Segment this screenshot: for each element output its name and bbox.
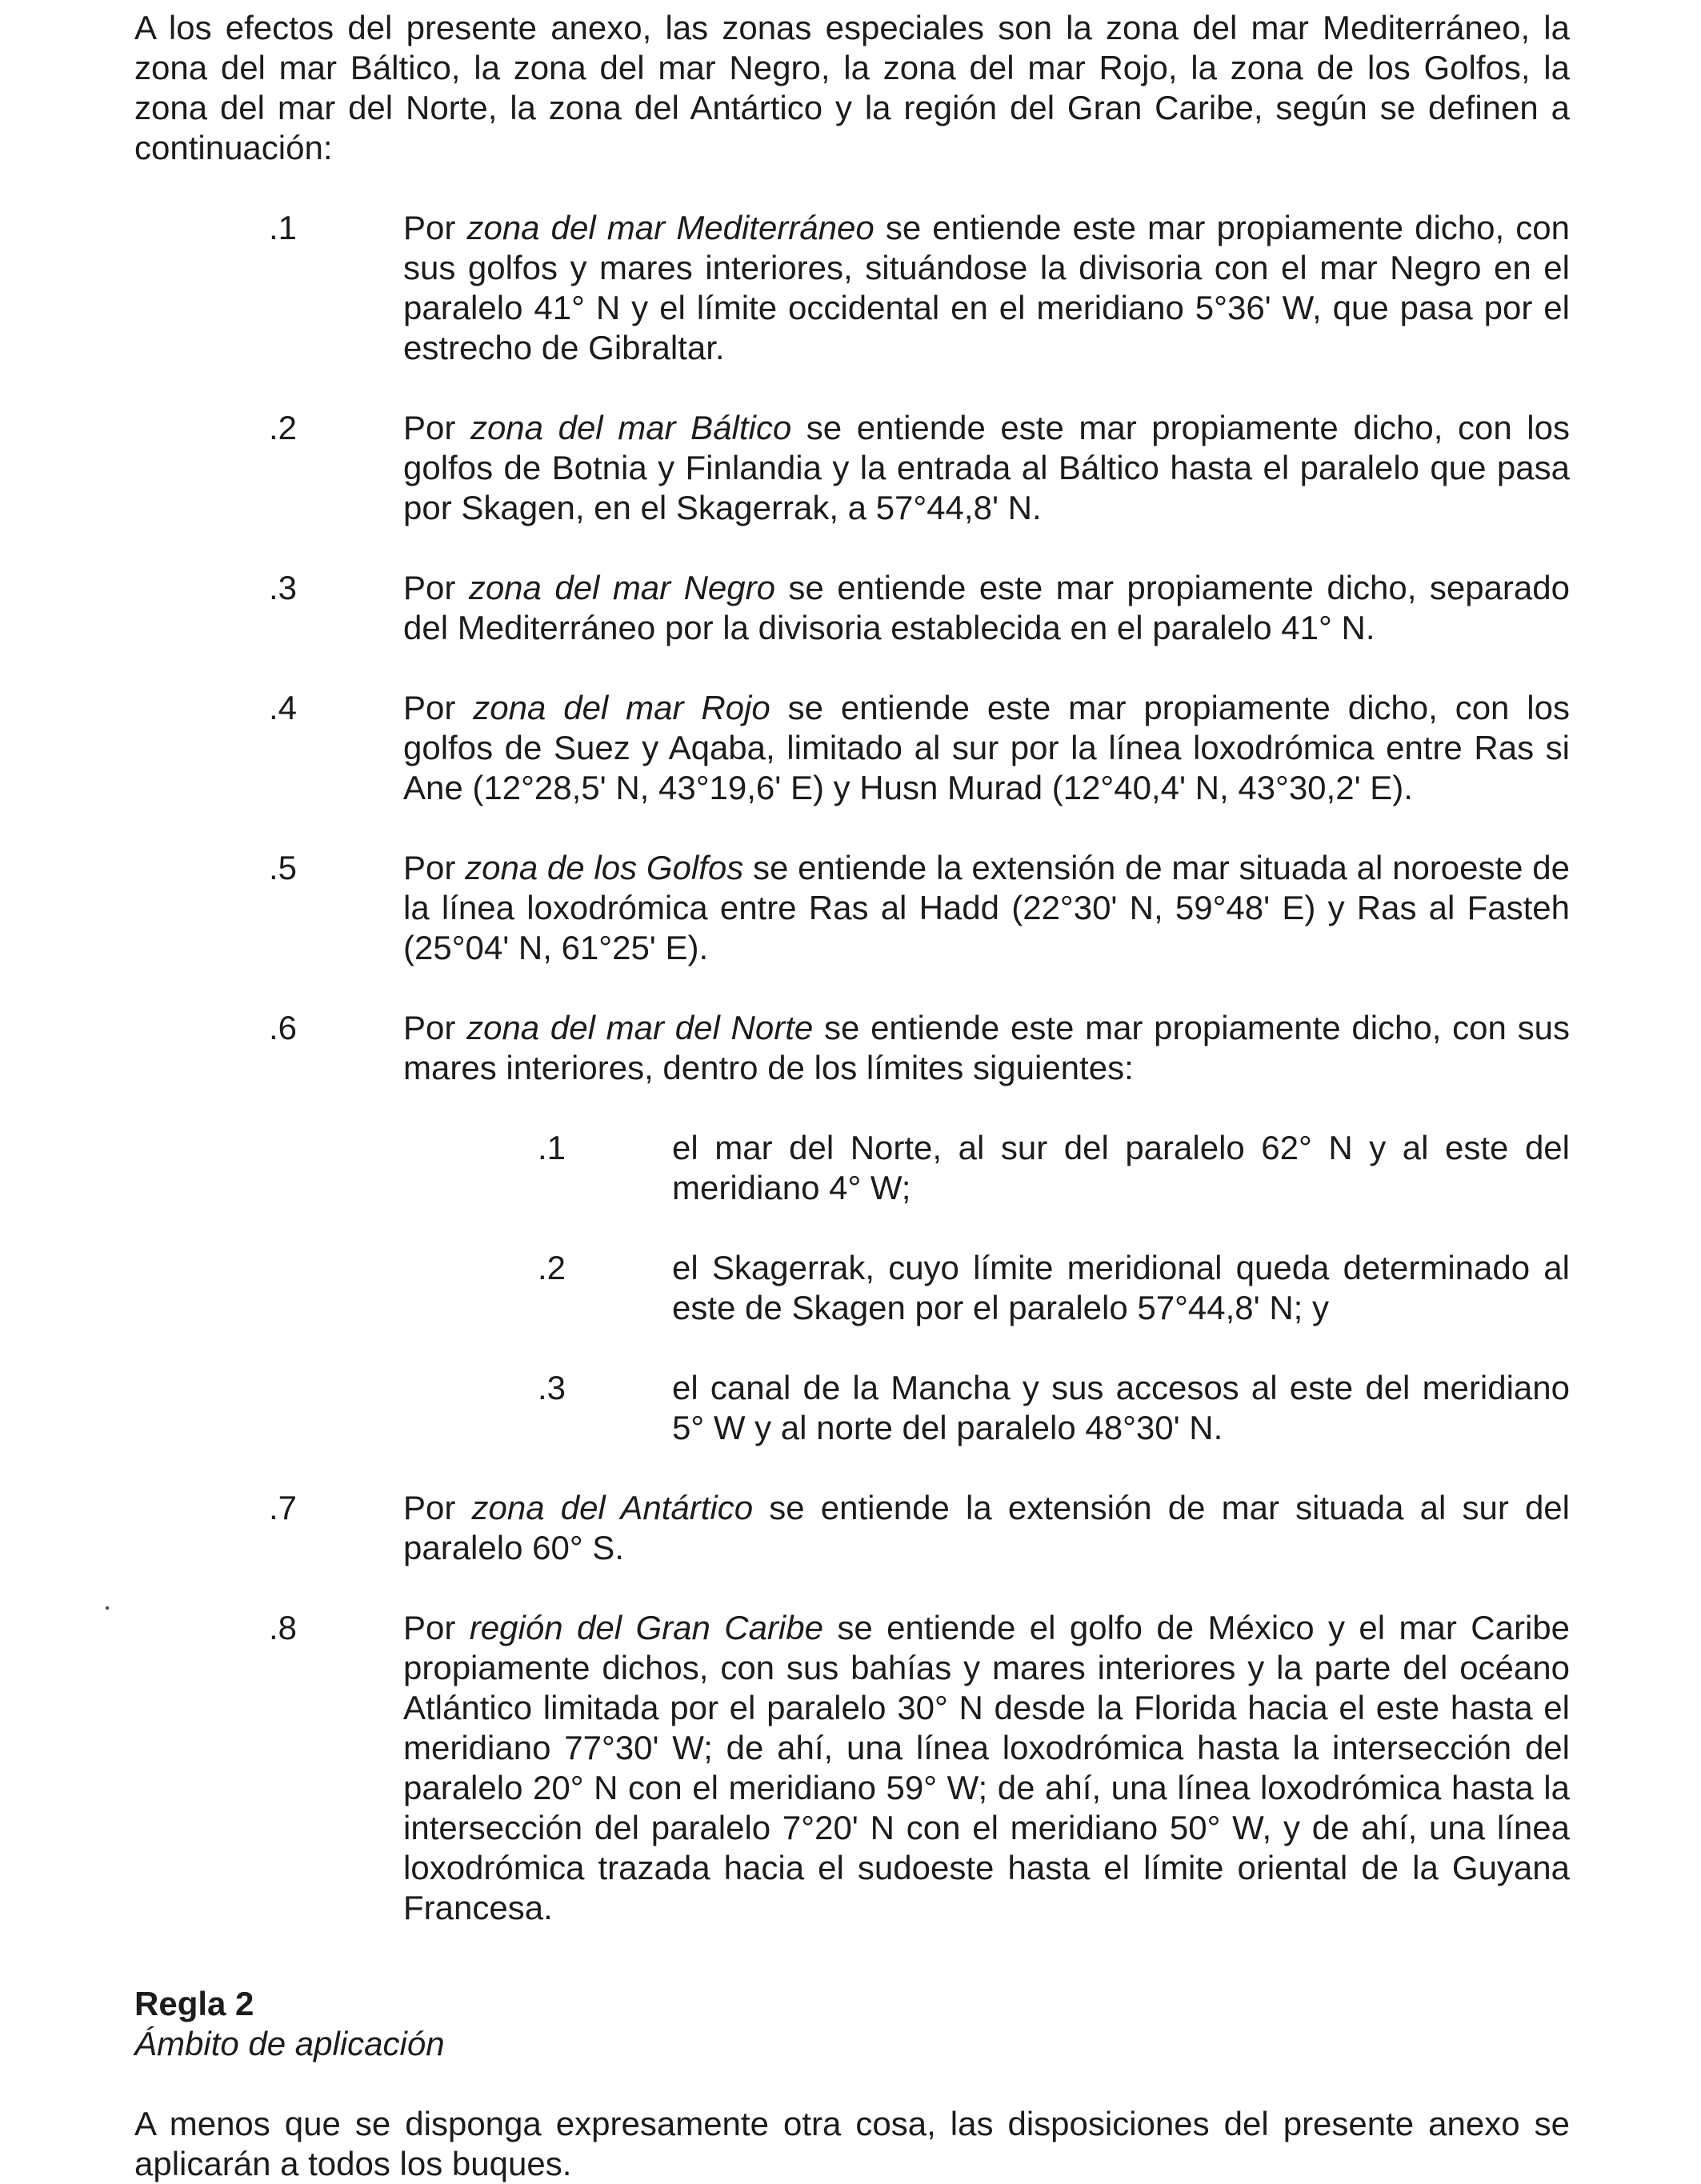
subitem-body xyxy=(672,1248,1570,1328)
list-item xyxy=(134,1008,1570,1448)
subitem-text: el Skagerrak, cuyo límite meridional queda determinado al este de Skagen por el paralelo 57°44,8' N; y xyxy=(672,1249,1570,1326)
item-body xyxy=(403,568,1570,648)
item-body xyxy=(403,1488,1570,1568)
item-body xyxy=(403,848,1570,968)
subitem-number: .3 xyxy=(538,1369,566,1406)
scan-speck xyxy=(106,1606,109,1610)
item-body xyxy=(403,408,1570,528)
rule-heading: Regla 2 xyxy=(134,1985,254,2022)
item-body xyxy=(403,208,1570,368)
item-text xyxy=(403,688,1570,808)
item-definition: se entiende este mar propiamente dicho, con sus golfos y mares interiores, situándose la divisoria con el mar Negro en el paralelo 41° N y el límite occidental en el meridiano 5°36' W, que pasa por el estrecho de Gibraltar. xyxy=(403,209,1570,366)
item-definition: se entiende este mar propiamente dicho, con los golfos de Botnia y Finlandia y la entrada al Báltico hasta el paralelo que pasa por Skagen, en el Skagerrak, a 57°44,8' N. xyxy=(403,409,1570,526)
subitem-number: .2 xyxy=(538,1249,566,1286)
item-number: .7 xyxy=(269,1489,298,1526)
subitem-body xyxy=(672,1128,1570,1208)
item-text xyxy=(403,208,1570,368)
list-item xyxy=(134,1608,1570,1928)
list-item xyxy=(134,1488,1570,1568)
item-body xyxy=(403,1008,1570,1448)
subitem-number: .1 xyxy=(538,1129,566,1166)
item-number: .5 xyxy=(269,849,298,886)
item-text xyxy=(403,568,1570,648)
sub-list-item xyxy=(403,1248,1570,1328)
item-number: .1 xyxy=(269,209,298,246)
item-body xyxy=(403,1608,1570,1928)
item-prefix: Por xyxy=(403,849,466,886)
document-page xyxy=(134,8,1570,2184)
item-body xyxy=(403,688,1570,808)
item-term: zona de los Golfos xyxy=(465,849,744,886)
item-text xyxy=(403,848,1570,968)
item-number: .3 xyxy=(269,569,298,606)
item-term: zona del mar Mediterráneo xyxy=(466,209,875,246)
item-prefix: Por xyxy=(403,569,469,606)
rule-subtitle: Ámbito de aplicación xyxy=(134,2025,445,2062)
list-item xyxy=(134,688,1570,808)
item-prefix: Por xyxy=(403,1009,467,1046)
list-item xyxy=(134,568,1570,648)
item-prefix: Por xyxy=(403,209,467,246)
list-item xyxy=(134,208,1570,368)
list-item xyxy=(134,848,1570,968)
item-number: .2 xyxy=(269,409,298,446)
item-prefix: Por xyxy=(403,409,470,446)
item-text xyxy=(403,408,1570,528)
item-term: zona del mar Báltico xyxy=(470,409,792,446)
item-term: región del Gran Caribe xyxy=(469,1609,823,1646)
item-term: zona del mar Rojo xyxy=(473,689,770,726)
item-number: .4 xyxy=(269,689,298,726)
item-text xyxy=(403,1608,1570,1928)
subitem-text: el canal de la Mancha y sus accesos al este del meridiano 5° W y al norte del paralelo 48°30' N. xyxy=(672,1369,1570,1446)
item-definition: se entiende este mar propiamente dicho, con los golfos de Suez y Aqaba, limitado al sur por la línea loxodrómica entre Ras si Ane (12°28,5' N, 43°19,6' E) y Husn Murad (12°40,4' N, 43°30,2' E). xyxy=(403,689,1570,806)
item-term: zona del mar Negro xyxy=(468,569,775,606)
item-definition: se entiende este mar propiamente dicho, con sus mares interiores, dentro de los límites siguientes: xyxy=(403,1009,1570,1086)
intro-paragraph: A los efectos del presente anexo, las zonas especiales son la zona del mar Mediterráneo, la zona del mar Báltico, la zona del mar Negro, la zona del mar Rojo, la zona de los Golfos, la zona del mar del Norte, la zona del Antártico y la región del Gran Caribe, según se definen a continuación: xyxy=(134,9,1570,166)
item-definition: se entiende la extensión de mar situada al noroeste de la línea loxodrómica entre Ras al Hadd (22°30' N, 59°48' E) y Ras al Fasteh (25°04' N, 61°25' E). xyxy=(403,849,1571,966)
item-prefix: Por xyxy=(403,1609,470,1646)
item-number: .8 xyxy=(269,1609,298,1646)
item-text xyxy=(403,1008,1570,1088)
rule-paragraph: A menos que se disponga expresamente otra cosa, las disposiciones del presente anexo se aplicarán a todos los buques. xyxy=(134,2105,1570,2182)
item-definition: se entiende el golfo de México y el mar Caribe propiamente dichos, con sus bahías y mares interiores y la parte del océano Atlántico limitada por el paralelo 30° N desde la Florida hacia el este hasta el meridiano 77°30' W; de ahí, una línea loxodrómica hasta la intersección del paralelo 20° N con el meridiano 59° W; de ahí, una línea loxodrómica hasta la intersección del paralelo 7°20' N con el meridiano 50° W, y de ahí, una línea loxodrómica trazada hacia el sudoeste hasta el límite oriental de la Guyana Francesa. xyxy=(403,1609,1570,1926)
sub-list-item xyxy=(403,1368,1570,1448)
subitem-text: el mar del Norte, al sur del paralelo 62° N y al este del meridiano 4° W; xyxy=(672,1129,1570,1206)
list-item xyxy=(134,408,1570,528)
sub-list-item xyxy=(403,1128,1570,1208)
item-prefix: Por xyxy=(403,1489,472,1526)
item-prefix: Por xyxy=(403,689,474,726)
item-definition: se entiende la extensión de mar situada al sur del paralelo 60° S. xyxy=(403,1489,1571,1566)
item-term: zona del Antártico xyxy=(471,1489,754,1526)
subitem-body xyxy=(672,1368,1570,1448)
item-definition: se entiende este mar propiamente dicho, separado del Mediterráneo por la divisoria establecida en el paralelo 41° N. xyxy=(403,569,1570,646)
item-term: zona del mar del Norte xyxy=(466,1009,814,1046)
item-text xyxy=(403,1488,1570,1568)
item-number: .6 xyxy=(269,1009,298,1046)
